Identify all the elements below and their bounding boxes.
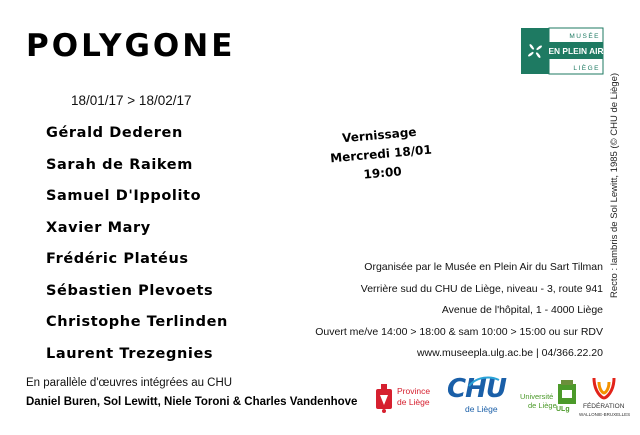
universite-de-liege-logo	[518, 372, 578, 418]
opening-hours-line: Ouvert me/ve 14:00 > 18:00 & sam 10:00 > 15:00 ou sur RDV	[315, 325, 603, 338]
organizer-line: Organisée par le Musée en Plein Air du Sart Tilman	[364, 261, 603, 273]
artist-name: Gérald Dederen	[46, 125, 183, 141]
province-line-1: Province	[397, 386, 431, 396]
contact-line: www.museepla.ulg.ac.be | 04/366.22.20	[416, 347, 603, 359]
province-de-liege-logo	[373, 380, 443, 416]
musee-logo-middle: EN PLEIN AIR	[548, 46, 604, 56]
fwb-line-1: FÉDÉRATION	[583, 403, 625, 410]
artist-name: Sébastien Plevoets	[46, 282, 214, 299]
parallel-intro: En parallèle d'œuvres intégrées au CHU	[26, 377, 233, 389]
musee-logo-bottom: LIÈGE	[573, 65, 600, 72]
artist-name: Christophe Terlinden	[46, 314, 228, 330]
chu-logo-mark: CHU	[447, 374, 506, 404]
universite-line-1: Université	[520, 392, 554, 401]
exhibition-title: POLYGONE	[26, 28, 236, 64]
artist-name: Samuel D'Ippolito	[46, 188, 202, 204]
address-line: Avenue de l'hôpital, 1 - 4000 Liège	[441, 304, 603, 316]
musee-en-plein-air-logo	[520, 27, 604, 75]
parallel-artists: Daniel Buren, Sol Lewitt, Niele Toroni & Charles Vandenhove	[26, 396, 358, 408]
universite-line-2: de Liège	[528, 401, 557, 410]
vernissage-time: 19:00	[362, 164, 403, 182]
province-emblem-icon	[373, 381, 395, 415]
photo-credit-text: Recto : lambris de Sol Lewitt, 1985 (© CHU de Liège)	[609, 72, 620, 298]
location-line: Verrière sud du CHU de Liège, niveau - 3, route 941	[360, 282, 603, 295]
chu-logo-subtitle: de Liège	[465, 404, 498, 414]
fwb-emblem-icon	[590, 374, 618, 402]
ulg-mark: ULg	[556, 406, 570, 413]
artist-name: Sarah de Raikem	[46, 156, 193, 173]
exhibition-dates: 18/01/17 > 18/02/17	[71, 93, 192, 108]
fwb-line-2: WALLONIE-BRUXELLES	[579, 412, 631, 417]
practical-info	[315, 257, 603, 365]
artist-name: Frédéric Platéus	[46, 251, 189, 267]
artist-name: Laurent Trezegnies	[46, 345, 214, 362]
musee-logo-top: MUSÉE	[569, 33, 600, 40]
vernissage-label: Vernissage	[341, 124, 418, 146]
chu-swoosh-icon	[467, 376, 501, 388]
ulg-crest-icon	[556, 378, 578, 406]
province-line-2: de Liège	[397, 397, 430, 407]
vernissage-block	[324, 121, 439, 187]
photo-credit	[609, 72, 623, 298]
artist-name: Xavier Mary	[46, 219, 151, 236]
pinwheel-icon	[520, 27, 604, 75]
vernissage-day: Mercredi 18/01	[329, 142, 433, 166]
federation-wallonie-bruxelles-logo	[579, 372, 629, 420]
chu-de-liege-logo	[447, 374, 517, 418]
artist-list	[46, 125, 228, 377]
